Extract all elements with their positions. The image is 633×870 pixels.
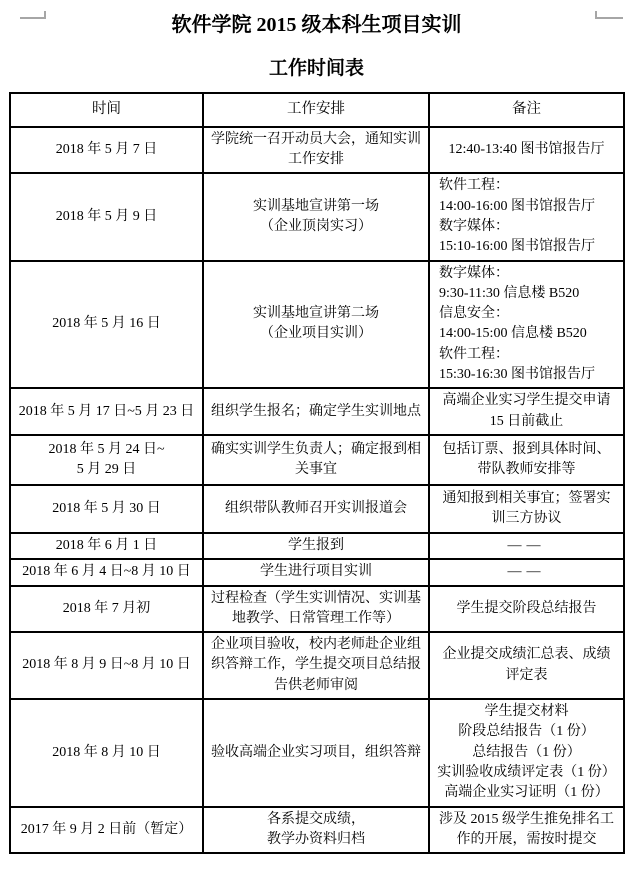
cell-line: 学生提交材料	[484, 704, 569, 720]
table-row	[10, 388, 624, 435]
cell-line: 高端企业实习学生提交申请 15 日前截止	[442, 393, 611, 429]
note-cell	[429, 559, 624, 585]
cell-line: 企业项目验收，校内老师赴企业组织答辩工作，学生提交项目总结报告供老师审阅	[211, 637, 421, 693]
time-cell	[10, 533, 203, 559]
time-cell	[10, 699, 203, 806]
cell-line: 阶段总结报告（1 份）	[458, 724, 595, 740]
time-cell	[10, 807, 203, 854]
table-row	[10, 435, 624, 485]
note-cell	[429, 807, 624, 854]
table-row	[10, 632, 624, 699]
work-cell	[203, 586, 429, 633]
top-right-crop-mark	[595, 11, 623, 19]
cell-line: 2018 年 6 月 4 日~8 月 10 日	[22, 564, 191, 580]
table-row	[10, 586, 624, 633]
work-cell	[203, 533, 429, 559]
cell-line: 验收高端企业实习项目，组织答辩	[211, 744, 421, 760]
time-cell	[10, 173, 203, 260]
time-cell	[10, 586, 203, 633]
note-cell	[429, 261, 624, 389]
page-title: 软件学院 2015 级本科生项目实训	[171, 14, 462, 36]
col-header-time: 时间	[10, 93, 203, 127]
table-row	[10, 699, 624, 806]
cell-line: 2017 年 9 月 2 日前（暂定）	[20, 821, 193, 837]
cell-line: 高端企业实习证明（1 份）	[444, 785, 609, 801]
col-header-work: 工作安排	[203, 93, 429, 127]
note-cell	[429, 632, 624, 699]
time-cell	[10, 261, 203, 389]
cell-line: 软件工程：	[439, 346, 509, 362]
col-header-note: 备注	[429, 93, 624, 127]
cell-line: 各系提交成绩，	[267, 811, 365, 827]
time-cell	[10, 127, 203, 174]
work-cell	[203, 807, 429, 854]
cell-line: 企业提交成绩汇总表、成绩评定表	[442, 647, 611, 683]
cell-line: 包括订票、报到具体时间、带队教师安排等	[442, 441, 611, 477]
document-page	[0, 13, 633, 870]
cell-line: 实训验收成绩评定表（1 份）	[437, 764, 616, 780]
cell-line: 5 月 29 日	[76, 461, 137, 477]
cell-line: 2018 年 5 月 17 日~5 月 23 日	[18, 403, 195, 419]
time-cell	[10, 559, 203, 585]
table-row	[10, 485, 624, 533]
cell-line: 2018 年 5 月 16 日	[52, 316, 161, 332]
cell-line: 数字媒体：	[439, 218, 509, 234]
time-cell	[10, 388, 203, 435]
cell-line: （企业项目实训）	[260, 326, 372, 342]
cell-line: 软件工程：	[439, 178, 509, 194]
cell-line: 学生提交阶段总结报告	[456, 600, 597, 616]
table-row	[10, 127, 624, 174]
note-cell	[429, 485, 624, 533]
work-cell	[203, 485, 429, 533]
cell-line: （企业顶岗实习）	[260, 218, 372, 234]
work-cell	[203, 388, 429, 435]
table-row	[10, 261, 624, 389]
note-cell	[429, 699, 624, 806]
cell-line: 15:30-16:30 图书馆报告厅	[439, 367, 595, 383]
work-cell	[203, 632, 429, 699]
cell-line: 9:30-11:30 信息楼 B520	[439, 285, 580, 301]
note-cell	[429, 388, 624, 435]
cell-line: 学院统一召开动员大会，通知实训工作安排	[211, 131, 421, 168]
table-row	[10, 807, 624, 854]
note-cell	[429, 127, 624, 174]
cell-line: 过程检查（学生实训情况、实训基地教学、日常管理工作等）	[211, 590, 421, 626]
cell-line: 确实实训学生负责人；确定报到相关事宜	[211, 441, 421, 477]
table-header-row	[10, 93, 624, 127]
cell-line: 2018 年 5 月 9 日	[55, 208, 158, 224]
cell-line: 2018 年 8 月 10 日	[52, 744, 161, 760]
cell-line: 2018 年 6 月 1 日	[55, 537, 158, 553]
cell-line: 实训基地宣讲第二场	[253, 306, 379, 322]
cell-line: 2018 年 7 月初	[62, 600, 151, 616]
cell-line: ——	[507, 564, 546, 580]
cell-line: 学生报到	[288, 537, 344, 553]
page-subtitle: 工作时间表	[268, 58, 364, 79]
note-cell	[429, 173, 624, 260]
table-row	[10, 533, 624, 559]
cell-line: 14:00-15:00 信息楼 B520	[439, 326, 587, 342]
work-cell	[203, 261, 429, 389]
top-left-crop-mark	[20, 11, 46, 19]
table-row	[10, 173, 624, 260]
time-cell	[10, 435, 203, 485]
work-cell	[203, 699, 429, 806]
cell-line: 14:00-16:00 图书馆报告厅	[439, 198, 595, 214]
cell-line: 总结报告（1 份）	[472, 744, 581, 760]
note-cell	[429, 586, 624, 633]
note-cell	[429, 435, 624, 485]
cell-line: 2018 年 5 月 24 日~	[48, 441, 165, 457]
work-cell	[203, 435, 429, 485]
time-cell	[10, 632, 203, 699]
cell-line: 实训基地宣讲第一场	[253, 198, 379, 214]
cell-line: 涉及 2015 级学生推免排名工作的开展，需按时提交	[439, 811, 614, 847]
cell-line: 2018 年 8 月 9 日~8 月 10 日	[22, 657, 191, 673]
cell-line: 组织带队教师召开实训报道会	[225, 500, 407, 516]
cell-line: ——	[507, 537, 546, 553]
table-row	[10, 559, 624, 585]
work-cell	[203, 173, 429, 260]
cell-line: 通知报到相关事宜；签署实训三方协议	[442, 490, 611, 526]
cell-line: 12:40-13:40 图书馆报告厅	[448, 141, 605, 157]
note-cell	[429, 533, 624, 559]
time-cell	[10, 485, 203, 533]
cell-line: 数字媒体：	[439, 265, 509, 281]
cell-line: 教学办资料归档	[267, 831, 365, 847]
work-schedule-table	[9, 92, 625, 854]
cell-line: 15:10-16:00 图书馆报告厅	[439, 239, 595, 255]
cell-line: 2018 年 5 月 30 日	[52, 500, 161, 516]
work-cell	[203, 559, 429, 585]
cell-line: 组织学生报名；确定学生实训地点	[211, 403, 421, 419]
cell-line: 学生进行项目实训	[260, 564, 372, 580]
cell-line: 2018 年 5 月 7 日	[55, 141, 158, 157]
cell-line: 信息安全：	[439, 306, 509, 322]
work-cell	[203, 127, 429, 174]
